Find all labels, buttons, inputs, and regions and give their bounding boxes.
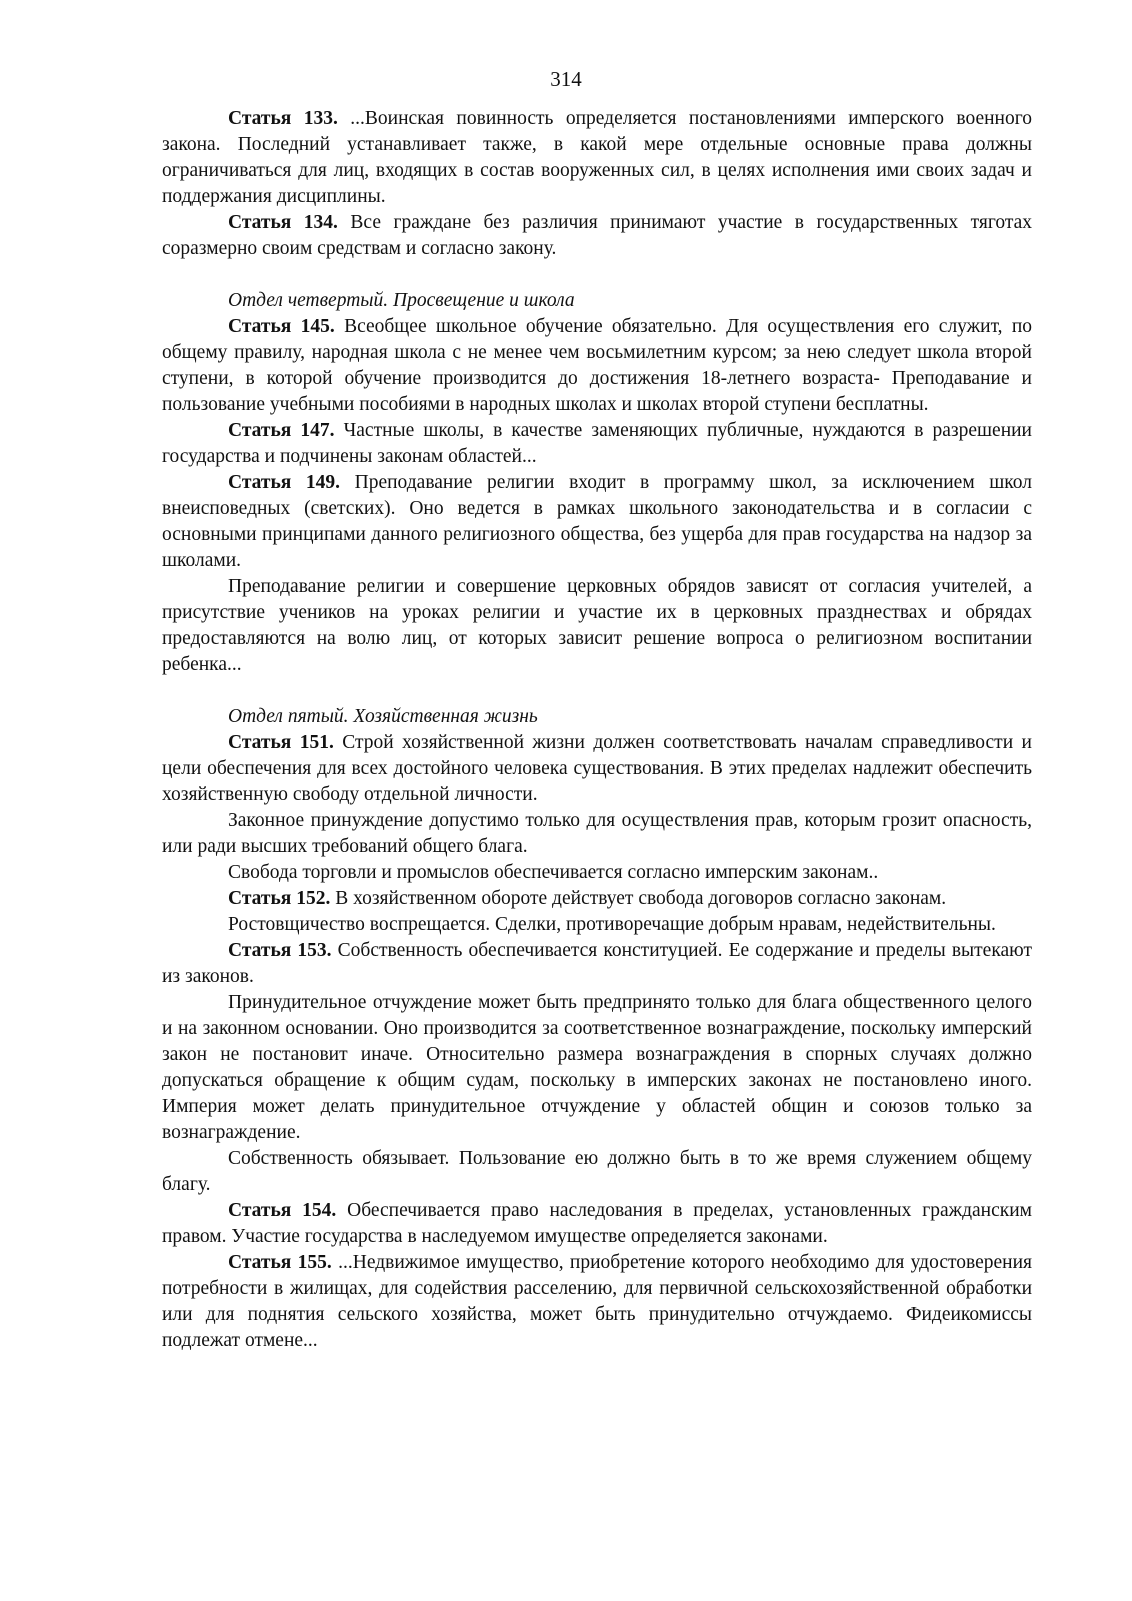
paragraph-text: Собственность обязывает. Пользование ею должно быть в то же время служением общему благу. [162, 1148, 1032, 1195]
paragraph-article-152 [162, 886, 1032, 912]
text-column [162, 106, 1032, 1354]
paragraph-article-153 [162, 938, 1032, 990]
paragraph [162, 912, 1032, 938]
paragraph-text: ...Недвижимое имущество, приобретение которого необходимо для удостоверения потребности в жилищах, для содействия расселению, для первичной сельскохозяйственной обработки или для поднятия сельского хозяйства, может быть принудительно отчуждаемо. Фидеикомиссы подлежат отмене... [162, 1252, 1033, 1351]
section-heading-education: Отдел четвертый. Просвещение и школа [228, 290, 575, 311]
paragraph-text: ...Воинская повинность определяется постановлениями имперского военного закона. Последний устанавливает также, в какой мере отдельные основные права должны ограничиваться для лиц, входящих в состав вооруженных сил, в целях исполнения ими своих задач и поддержания дисциплины. [162, 108, 1032, 207]
paragraph-article-151 [162, 730, 1032, 808]
paragraph-article-155 [162, 1250, 1032, 1354]
article-number: Статья 145. [228, 316, 335, 337]
paragraph [162, 990, 1032, 1146]
section-heading-economy: Отдел пятый. Хозяйственная жизнь [228, 706, 538, 727]
paragraph [162, 808, 1032, 860]
paragraph-text: В хозяйственном обороте действует свобода договоров согласно законам. [330, 888, 947, 909]
paragraph-text: Все граждане без различия принимают участие в государственных тяготах соразмерно своим средствам и согласно закону. [162, 212, 1033, 259]
paragraph-text: Всеобщее школьное обучение обязательно. Для осуществления его служит, по общему правилу, народная школа с не менее чем восьмилетним курсом; за нею следует школа второй ступени, в которой обучение производится до достижения 18-летнего возраста- Преподавание и пользование учебными пособиями в народных школах и школах второй ступени бесплатны. [162, 316, 1033, 415]
article-number: Статья 155. [228, 1252, 332, 1273]
article-number: Статья 149. [228, 472, 341, 493]
paragraph-text: Преподавание религии и совершение церковных обрядов зависят от согласия учителей, а присутствие учеников на уроках религии и участие их в церковных празднествах и обрядах предоставляются на волю лиц, от которых зависит решение вопроса о религиозном воспитании ребенка... [162, 576, 1032, 675]
paragraph-article-149 [162, 470, 1032, 574]
paragraph-article-147 [162, 418, 1032, 470]
article-number: Статья 147. [228, 420, 335, 441]
article-number: Статья 152. [228, 888, 331, 909]
article-number: Статья 133. [228, 108, 338, 129]
paragraph-text: Законное принуждение допустимо только для осуществления прав, которым грозит опасность, или ради высших требований общего блага. [162, 810, 1032, 857]
paragraph-article-154 [162, 1198, 1032, 1250]
paragraph-text: Принудительное отчуждение может быть предпринято только для блага общественного целого и на законном основании. Оно производится за соответственное вознаграждение, поскольку имперский закон не постановит иначе. Относительно размера вознаграждения в спорных случаях должно допускаться обращение к общим судам, поскольку в имперских законах не постановлено иного. Империя может делать принудительное отчуждение у областей общин и союзов только за вознаграждение. [162, 992, 1032, 1143]
paragraph-text: Обеспечивается право наследования в пределах, установленных гражданским правом. Участие государства в наследуемом имуществе определяется законами. [162, 1200, 1032, 1247]
section-spacer [162, 678, 1032, 704]
paragraph-article-133 [162, 106, 1032, 210]
paragraph-text: Преподавание религии входит в программу школ, за исключением школ внеисповедных (светских). Оно ведется в рамках школьного законодательства и в согласии с основными принципами данного религиозного общества, без ущерба для прав государства на надзор за школами. [162, 472, 1032, 571]
paragraph-article-145 [162, 314, 1032, 418]
paragraph [162, 574, 1032, 678]
article-number: Статья 153. [228, 940, 332, 961]
paragraph-article-134 [162, 210, 1032, 262]
page-number: 314 [550, 67, 582, 91]
paragraph-text: Свобода торговли и промыслов обеспечивается согласно имперским законам.. [228, 862, 879, 883]
article-number: Статья 134. [228, 212, 338, 233]
article-number: Статья 154. [228, 1200, 337, 1221]
paragraph-text: Строй хозяйственной жизни должен соответствовать началам справедливости и цели обеспечения для всех достойного человека существования. В этих пределах надлежит обеспечить хозяйственную свободу отдельной личности. [162, 732, 1032, 805]
article-number: Статья 151. [228, 732, 334, 753]
section-spacer [162, 262, 1032, 288]
paragraph-text: Частные школы, в качестве заменяющих публичные, нуждаются в разрешении государства и подчинены законам областей... [162, 420, 1032, 467]
paragraph-text: Собственность обеспечивается конституцией. Ее содержание и пределы вытекают из законов. [162, 940, 1032, 987]
paragraph [162, 860, 1032, 886]
paragraph [162, 1146, 1032, 1198]
paragraph-text: Ростовщичество воспрещается. Сделки, противоречащие добрым нравам, недействительны. [228, 914, 996, 935]
